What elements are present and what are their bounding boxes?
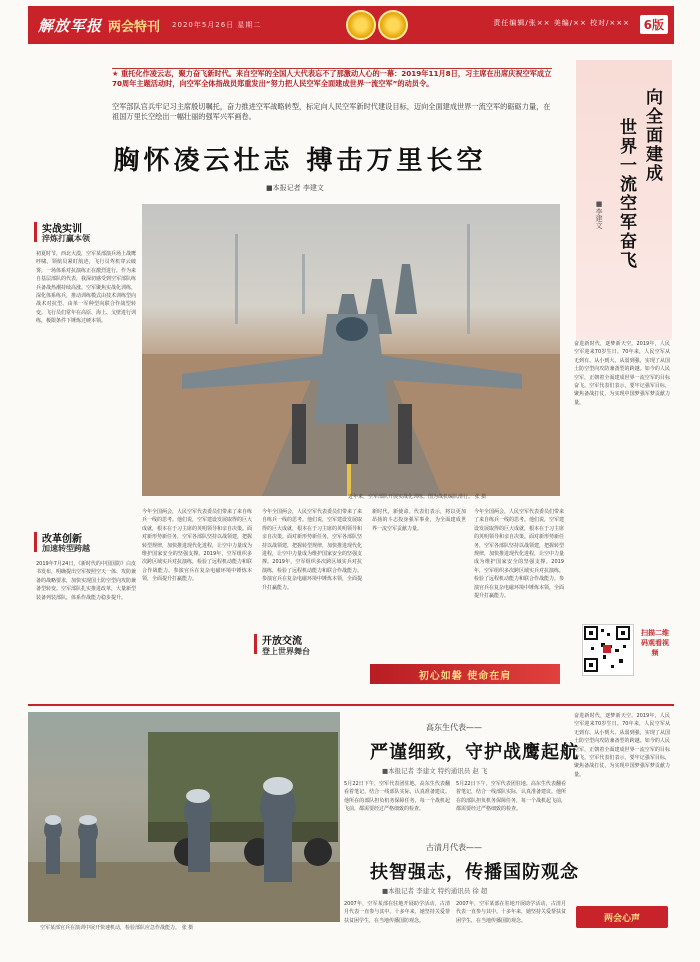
section2-text: 2019年7月24日，《新时代的中国国防》白皮书发布，明确提出空军按照空天一体、攻防兼备的战略要求，加快实现国土防空型向攻防兼备型转变。空军部队扎实推进改革，大量新型装备列装部队，体系作战能力稳步提升。 xyxy=(36,561,136,601)
section-divider xyxy=(28,704,674,706)
section1-sub: 淬炼打赢本领 xyxy=(42,234,90,243)
vertical-author: ■李建文 xyxy=(595,200,603,229)
vertical-title-line2: 世界一流空军奋飞 xyxy=(616,118,636,270)
article2-title: 严谨细致，守护战鹰起航 xyxy=(370,742,579,763)
vertical-title-line1: 向全面建成 xyxy=(642,88,662,183)
slogan-ribbon: 初心如磐 使命在肩 xyxy=(370,664,560,684)
article3-body-2: 2007年，空军某部在驻地开展助学活动，古清月代表一直参与其中。十多年来，她坚持关爱帮扶贫困学生，在当地传播国防观念。 xyxy=(456,901,566,924)
article2-byline: ■本报记者 李建文 特约通讯员 赵 飞 xyxy=(382,767,488,775)
soldiers-photo xyxy=(28,712,340,922)
column-badge: 两会心声 xyxy=(576,906,668,928)
body-column-3: 新时代，新使命。代表们表示，将以更加昂扬的斗志投身强军事业，为全面建成世界一流空军贡献力量。 xyxy=(372,509,466,532)
main-photo-caption: 近年来，空军部队开展实战化训练。图为战机编队滑行。 张 摄 xyxy=(348,494,487,500)
lead-title: 重托化作凌云志，聚力奋飞新时代。来自空军的全国人大代表忘不了那激动人心的一幕：2019年11月8日，习主席在出席庆祝空军成立70周年主题活动时，向空军全体指战员郑重发出“努力把人民空军全面建成世界一流空军”的动员令。 xyxy=(112,69,552,88)
body-column-4: 今年全国两会，人民空军代表委员们带来了来自练兵一线的思考。他们说，空军建设发展取得的巨大成就，根本在于习主席的英明领导和亲自决策。面对新形势新任务，空军各部队坚持以战领建，把握转型规律，加快推进现代化进程，让空中力量成为维护国家安全的坚强支撑。2019年，空军组织多次跨区域实兵对抗演练，检验了远程机动能力和联合作战能力。参演官兵在复杂电磁环境中锤炼本领，全面提升打赢能力。 xyxy=(474,509,564,600)
masthead xyxy=(28,6,674,44)
body-column: 今年全国两会，人民空军代表委员们带来了来自练兵一线的思考。他们说，空军建设发展取得的巨大成就，根本在于习主席的英明领导和亲自决策。面对新形势新任务，空军各部队坚持以战领建，把握转型规律，加快推进现代化进程，让空中力量成为维护国家安全的坚强支撑。2019年，空军组织多次跨区域实兵对抗演练，检验了远程机动能力和联合作战能力。参演官兵在复杂电磁环境中锤炼本领，全面提升打赢能力。 xyxy=(142,509,252,583)
special-issue-label: 两会特刊 xyxy=(108,19,161,35)
byline: ■本报记者 李建文 xyxy=(266,184,324,192)
emblem-icon xyxy=(346,10,376,40)
page-number: 6版 xyxy=(640,15,668,34)
body-column-2: 今年全国两会，人民空军代表委员们带来了来自练兵一线的思考。他们说，空军建设发展取得的巨大成就，根本在于习主席的英明领导和亲自决策。面对新形势新任务，空军各部队坚持以战领建，把握转型规律，加快推进现代化进程，让空中力量成为维护国家安全的坚强支撑。2019年，空军组织多次跨区域实兵对抗演练，检验了远程机动能力和联合作战能力。参演官兵在复杂电磁环境中锤炼本领，全面提升打赢能力。 xyxy=(262,509,362,591)
section-marker xyxy=(254,634,257,654)
section1-text: 初夏时节，西北大漠，空军某部演兵场上战鹰呼啸。领航员紧盯航迹，飞行员驾机穿云破雾，一场体系对抗演练正在激烈进行。作为来自基层部队的代表，我深切感受到空军部队练兵备战热潮持续高涨。空军聚焦实战化训练，深化体系练兵，推动训练模式由技术训练型向战术对抗型、由单一军种型向联合作战型转变。飞行员们常年在高原、海上、戈壁进行训练，极限条件下锤炼过硬本领。 xyxy=(36,251,136,325)
star-icon: ★ xyxy=(112,69,119,78)
section1-head: 实战实训 xyxy=(42,224,82,235)
qr-code-icon[interactable] xyxy=(582,624,634,676)
section2-sub: 加速转型跨越 xyxy=(42,544,90,553)
section-marker xyxy=(34,532,37,552)
section2-head: 改革创新 xyxy=(42,534,82,545)
right-column-text: 奋进新时代，逐梦新天空。2019年，人民空军迎来70岁生日。70年来，人民空军从无到有、从小到大、从弱到强，实现了从国土防空型向攻防兼备型的跨越。如今的人民空军，正朝着全面建成世界一流空军的目标奋飞。空军代表们表示，要牢记强军目标，聚焦备战打仗，为实现中国梦强军梦贡献力量。 xyxy=(574,341,670,406)
newspaper-logo: 解放军报 xyxy=(38,16,103,35)
fighter-jets-photo xyxy=(142,204,560,496)
edition-info: 责任编辑/张×× 美编/×× 校对/××× xyxy=(493,19,630,27)
lead-body: 空军部队官兵牢记习主席殷切嘱托，奋力推进空军战略转型，标定向人民空军新时代建设目标，迈向全面建成世界一流空军的砺砺力量，在祖国万里长空绘出一幅壮丽的强军兴军画卷。 xyxy=(112,102,551,121)
emblem-icon xyxy=(378,10,408,40)
article3-kicker: 古清月代表—— xyxy=(426,843,482,852)
right-bottom-text: 奋进新时代，逐梦新天空。2019年，人民空军迎来70岁生日。70年来，人民空军从无到有、从小到大、从弱到强，实现了从国土防空型向攻防兼备型的跨越。如今的人民空军，正朝着全面建成世界一流空军的目标奋飞。空军代表们表示，要牢记强军目标，聚焦备战打仗，为实现中国梦强军梦贡献力量。 xyxy=(574,713,670,778)
article3-byline: ■本报记者 李建文 特约通讯员 徐 超 xyxy=(382,887,488,895)
bottom-photo-caption: 空军某部官兵在演训中展开快速机动，检验部队应急作战能力。 张 摄 xyxy=(40,925,194,931)
article3-title: 扶智强志，传播国防观念 xyxy=(370,862,579,883)
article2-body: 5月22日下午，空军代表团驻地。高东生代表翻看着笔记，结合一线部队实际，认真准备建议。他所在的部队担负机务保障任务，每一个战机起飞前，都需要经过严格细致的检查。 xyxy=(344,781,450,813)
issue-date: 2020年5月26日 星期二 xyxy=(172,21,262,29)
article2-body-2: 5月22日下午，空军代表团驻地。高东生代表翻看着笔记，结合一线部队实际，认真准备建议。他所在的部队担负机务保障任务，每一个战机起飞前，都需要经过严格细致的检查。 xyxy=(456,781,566,813)
section3-sub: 登上世界舞台 xyxy=(262,647,310,656)
section-marker xyxy=(34,222,37,242)
section3-head: 开放交流 xyxy=(262,636,302,647)
headline: 胸怀凌云壮志 搏击万里长空 xyxy=(113,146,487,176)
article3-body: 2007年，空军某部在驻地开展助学活动，古清月代表一直参与其中。十多年来，她坚持关爱帮扶贫困学生，在当地传播国防观念。 xyxy=(344,901,450,924)
qr-label: 扫描二维码观看视频 xyxy=(641,629,669,657)
article2-kicker: 高东生代表—— xyxy=(426,723,482,732)
